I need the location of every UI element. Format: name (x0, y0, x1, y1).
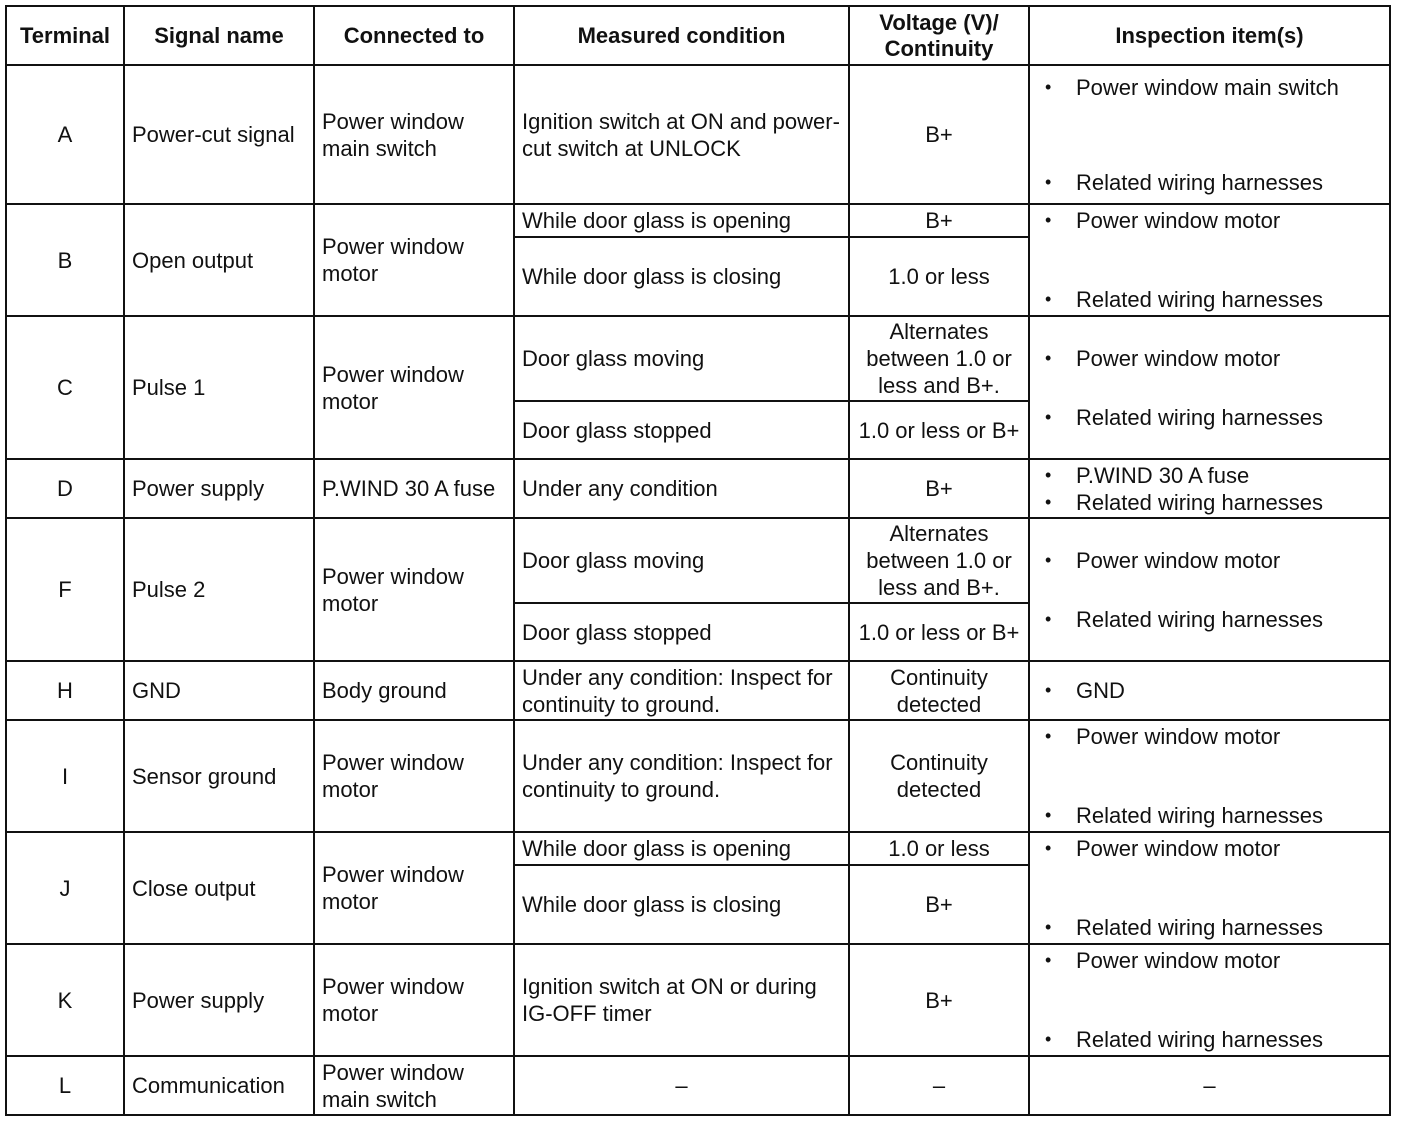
condition-cell: Door glass moving (514, 316, 849, 401)
condition-cell: Ignition switch at ON or during IG-OFF timer (514, 944, 849, 1056)
terminal-cell: A (6, 65, 124, 204)
voltage-cell: – (849, 1056, 1029, 1115)
inspection-item: • Power window motor (1036, 835, 1383, 862)
inspection-cell (1029, 204, 1390, 316)
inspection-item: • Related wiring harnesses (1036, 1026, 1383, 1053)
voltage-cell: B+ (849, 459, 1029, 518)
connected-cell: Power window motor (314, 204, 514, 316)
header-voltage (849, 6, 1029, 65)
voltage-cell: Alternates between 1.0 or less and B+. (849, 316, 1029, 401)
table-row (6, 518, 1390, 603)
inspection-cell (1029, 65, 1390, 204)
inspection-item: • Power window motor (1036, 207, 1383, 234)
connected-cell: Power window motor (314, 316, 514, 459)
table-row (6, 1056, 1390, 1115)
signal-cell: Open output (124, 204, 314, 316)
connected-cell: Power window motor (314, 720, 514, 832)
condition-cell: While door glass is closing (514, 865, 849, 944)
condition-cell: Door glass stopped (514, 401, 849, 459)
terminal-cell: I (6, 720, 124, 832)
table-row (6, 65, 1390, 204)
header-connected-to: Connected to (314, 6, 514, 65)
header-measured-condition: Measured condition (514, 6, 849, 65)
condition-cell: Under any condition (514, 459, 849, 518)
inspection-item: • Power window motor (1036, 947, 1383, 974)
condition-cell: Under any condition: Inspect for continuity to ground. (514, 661, 849, 720)
voltage-cell: 1.0 or less (849, 832, 1029, 865)
voltage-cell: Alternates between 1.0 or less and B+. (849, 518, 1029, 603)
inspection-item: • Related wiring harnesses (1036, 286, 1383, 313)
terminal-inspection-table (5, 5, 1391, 1116)
voltage-cell: Continuity detected (849, 661, 1029, 720)
table-row (6, 944, 1390, 1056)
inspection-cell (1029, 316, 1390, 459)
header-voltage-line1: Voltage (V)/ (879, 9, 999, 35)
signal-cell: GND (124, 661, 314, 720)
terminal-cell: L (6, 1056, 124, 1115)
voltage-cell: B+ (849, 65, 1029, 204)
voltage-cell: 1.0 or less or B+ (849, 603, 1029, 661)
voltage-cell: 1.0 or less (849, 237, 1029, 316)
signal-cell: Communication (124, 1056, 314, 1115)
signal-cell: Power supply (124, 944, 314, 1056)
voltage-cell: B+ (849, 204, 1029, 237)
terminal-cell: D (6, 459, 124, 518)
inspection-item: • Related wiring harnesses (1036, 802, 1383, 829)
table-row (6, 204, 1390, 237)
header-row (6, 6, 1390, 65)
terminal-cell: K (6, 944, 124, 1056)
terminal-cell: H (6, 661, 124, 720)
inspection-cell (1029, 459, 1390, 518)
inspection-cell (1029, 661, 1390, 720)
inspection-item: • Related wiring harnesses (1036, 404, 1383, 431)
voltage-cell: 1.0 or less or B+ (849, 401, 1029, 459)
table-row (6, 661, 1390, 720)
voltage-cell: Continuity detected (849, 720, 1029, 832)
table-row (6, 832, 1390, 865)
connected-cell: Power window main switch (314, 65, 514, 204)
inspection-item: • Power window motor (1036, 547, 1383, 574)
condition-cell: – (514, 1056, 849, 1115)
connected-cell: Power window motor (314, 832, 514, 944)
signal-cell: Pulse 2 (124, 518, 314, 661)
header-inspection-items: Inspection item(s) (1029, 6, 1390, 65)
inspection-item: • Related wiring harnesses (1036, 606, 1383, 633)
condition-cell: Under any condition: Inspect for continuity to ground. (514, 720, 849, 832)
condition-cell: Door glass stopped (514, 603, 849, 661)
signal-cell: Sensor ground (124, 720, 314, 832)
inspection-item: • Related wiring harnesses (1036, 169, 1383, 196)
inspection-cell (1029, 944, 1390, 1056)
header-voltage-line2: Continuity (884, 35, 994, 61)
connected-cell: Power window main switch (314, 1056, 514, 1115)
condition-cell: Ignition switch at ON and power-cut switch at UNLOCK (514, 65, 849, 204)
inspection-cell (1029, 720, 1390, 832)
terminal-cell: B (6, 204, 124, 316)
table-row (6, 459, 1390, 518)
inspection-item: • P.WIND 30 A fuse (1036, 462, 1383, 489)
connected-cell: Power window motor (314, 944, 514, 1056)
condition-cell: While door glass is opening (514, 204, 849, 237)
signal-cell: Power-cut signal (124, 65, 314, 204)
signal-cell: Pulse 1 (124, 316, 314, 459)
connected-cell: Body ground (314, 661, 514, 720)
connected-cell: Power window motor (314, 518, 514, 661)
inspection-item: • Related wiring harnesses (1036, 914, 1383, 941)
signal-cell: Close output (124, 832, 314, 944)
inspection-item: • Power window motor (1036, 345, 1383, 372)
terminal-cell: C (6, 316, 124, 459)
inspection-item: • Related wiring harnesses (1036, 489, 1383, 516)
header-terminal: Terminal (6, 6, 124, 65)
inspection-item: • Power window motor (1036, 723, 1383, 750)
condition-cell: While door glass is opening (514, 832, 849, 865)
inspection-cell: – (1029, 1056, 1390, 1115)
terminal-cell: F (6, 518, 124, 661)
table-row (6, 316, 1390, 401)
condition-cell: Door glass moving (514, 518, 849, 603)
inspection-item: • Power window main switch (1036, 74, 1383, 101)
inspection-item: • GND (1036, 677, 1383, 704)
header-signal-name: Signal name (124, 6, 314, 65)
connected-cell: P.WIND 30 A fuse (314, 459, 514, 518)
inspection-cell (1029, 518, 1390, 661)
terminal-cell: J (6, 832, 124, 944)
table-row (6, 720, 1390, 832)
condition-cell: While door glass is closing (514, 237, 849, 316)
voltage-cell: B+ (849, 865, 1029, 944)
signal-cell: Power supply (124, 459, 314, 518)
inspection-cell (1029, 832, 1390, 944)
voltage-cell: B+ (849, 944, 1029, 1056)
